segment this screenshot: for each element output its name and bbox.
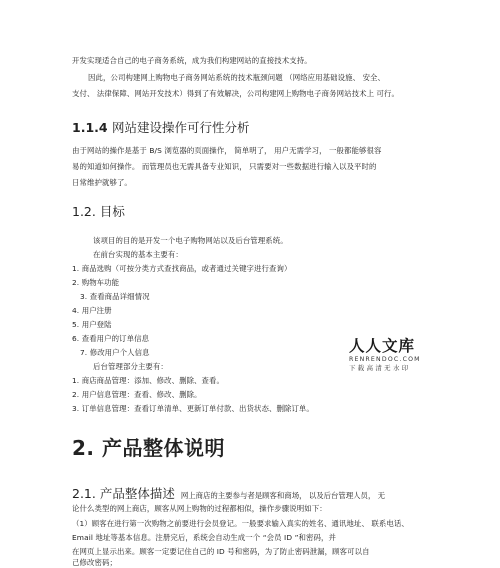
para1-line-3: 支付、 法律保障、网站开发技术）得到了有效解决，公司构建网上购物电子商务网站技术上 可行。 <box>72 89 399 98</box>
section-21-line-4: 在网页上显示出来。顾客一定要记住自己的 ID 号和密码，为了防止密码泄漏，顾客可以自 <box>72 547 370 556</box>
front-item: 2. 购物车功能 <box>72 278 120 287</box>
front-item: 5. 用户登陆 <box>72 320 112 329</box>
back-item: 3. 订单信息管理：查看订单清单、更新订单付款、出货状态、删除订单。 <box>72 404 314 413</box>
section-114-title: 网站建设操作可行性分析 <box>111 120 250 135</box>
front-item: 7. 修改用户个人信息 <box>80 348 150 357</box>
section-12-intro-1: 该项目的目的是开发一个电子购物网站以及后台管理系统。 <box>93 236 288 245</box>
section-114-number: 1.1.4 <box>72 120 108 135</box>
section-12-intro-2: 在前台实现的基本主要有： <box>93 250 183 259</box>
section-2-heading: 2. 产品整体说明 <box>72 436 225 460</box>
watermark-cn: 人人文库 <box>349 336 416 355</box>
front-item: 1. 商品选购（可按分类方式查找商品，或者通过关键字进行查询） <box>72 264 292 273</box>
section-21-heading-line <box>72 485 385 504</box>
front-item: 3. 查看商品详细情况 <box>80 292 150 301</box>
section-114-heading <box>72 120 249 136</box>
section-114-line-1: 由于网站的操作是基于 B/S 浏览器的页面操作， 简单明了， 用户无需学习， 一般都能够很容 <box>72 146 382 155</box>
watermark-slogan: 下载高清无水印 <box>349 364 411 372</box>
front-item: 4. 用户注册 <box>72 306 112 315</box>
section-21-inline-text: 网上商店的主要参与者是顾客和商场， 以及后台管理人员， 无 <box>180 491 386 500</box>
back-intro: 后台管理部分主要有： <box>93 362 168 371</box>
para1-line-1: 开发实现适合自己的电子商务系统，成为我们构建网站的直接技术支持。 <box>72 56 312 65</box>
section-12-heading: 1.2. 目标 <box>72 204 125 219</box>
para1-line-2: 因此，公司构建网上购物电子商务网站系统的技术瓶颈问题 （网络应用基础设施、 安全、 <box>88 73 386 82</box>
watermark-en: RENRENDOC.COM <box>349 356 421 363</box>
section-21-heading: 2.1. 产品整体描述 <box>72 486 175 501</box>
back-item: 2. 用户信息管理：查看、修改、删除。 <box>72 390 202 399</box>
front-item: 6. 查看用户的订单信息 <box>72 334 150 343</box>
section-21-line-1: 论什么类型的网上商店，顾客从网上购物的过程都相似，操作步骤说明如下： <box>72 504 327 513</box>
renrendoc-watermark-logo <box>349 337 427 372</box>
section-114-line-2: 易的知道如何操作。 而管理员也无需具备专业知识， 只需要对一些数据进行输入以及平时的 <box>72 162 377 171</box>
back-item: 1. 商店商品管理：添加、修改、删除、查看。 <box>72 376 225 385</box>
section-21-line-5: 己修改密码； <box>72 558 117 567</box>
section-114-line-3: 日常维护就够了。 <box>72 178 132 187</box>
section-21-line-3: Email 地址等基本信息。注册完后，系统会自动生成一个 “会员 ID ”和密码，并 <box>72 533 336 542</box>
section-21-line-2: （1）顾客在进行第一次购物之前要进行会员登记。一般要求输入真实的姓名、通讯地址、 联系电话、 <box>72 519 409 528</box>
